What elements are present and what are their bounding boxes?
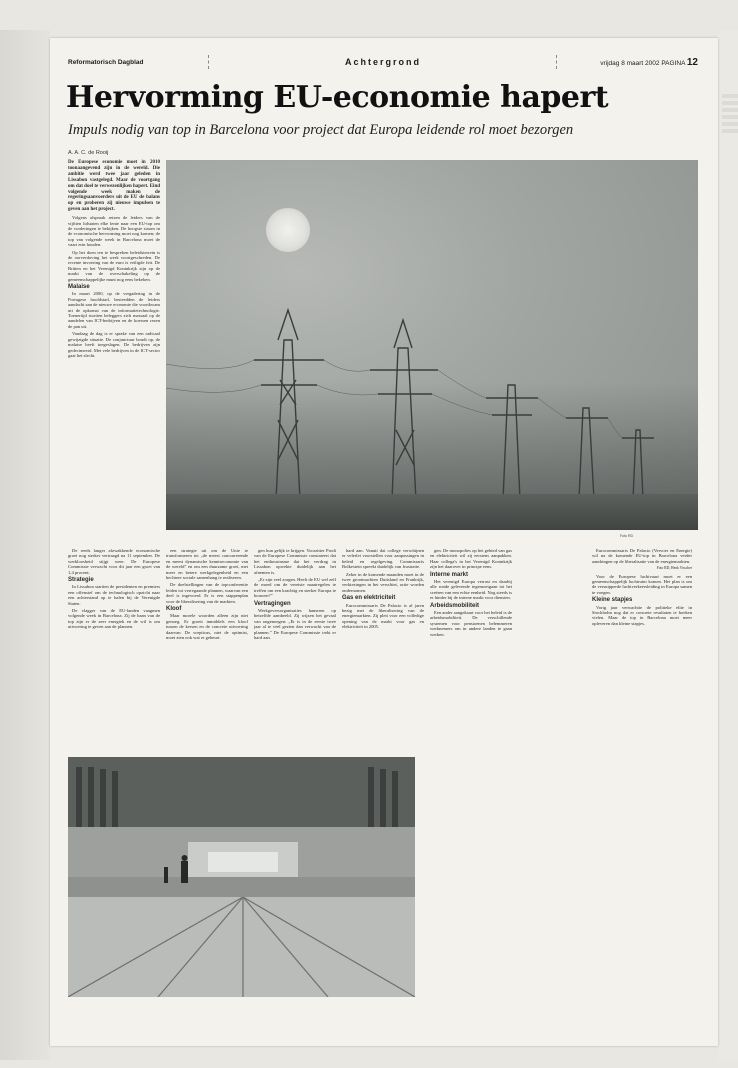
body-paragraph: een strategie uit om de Unie te transformeren tot „de meest concurrerende en meest dynamische kenniseconomie van de wereld” en om een duurzame groei, met meer en betere werkgelegenheid en een hechtere sociale samenhang te realiseren. <box>166 548 248 581</box>
issue-date-page <box>558 57 698 68</box>
body-paragraph: Eurocommissaris De Palacio is al jaren bezig met de liberalisering van de energiemarkten. Zij pleit voor een volledige opening van de markt voor gas en elektriciteit in 2005. <box>342 602 424 630</box>
body-paragraph: gen hun gelijk te krijgen. Voorzitter Prodi van de Europese Commissie constateert dat het enthousiasme dat het verdrag in Lissabon opwekte duidelijk aan het afnemen is. <box>254 548 336 575</box>
photo-power-pylons <box>166 160 698 530</box>
article-column-5 <box>430 548 512 639</box>
adjacent-page-ghost-text <box>722 94 738 134</box>
body-paragraph: Zeker in de komende maanden moet in de twee grootmachten Duitsland en Frankrijk, verkiezingen in het verschiet, actie worden ondernomen. <box>342 571 424 593</box>
body-paragraph: Op het doen ten te bespreken beleidsterrein is de oorverdoving het werk voortgeschreden. De recente invoering van de euro is veiligde feit. De Britten en het Verenigd Koninkrijk zijn op de markt van de overschakeling op de gemeenschappelijke munt nog eens bekeken. <box>68 249 160 282</box>
foreground-ground <box>166 494 698 530</box>
section-heading: Kloof <box>166 606 182 613</box>
paper-name: Reformatorisch Dagblad <box>68 58 144 66</box>
section-heading: Arbeidsmobiliteit <box>430 602 480 609</box>
body-paragraph: De doelstellingen van de topconferentie leiden tot verregaande plannen, waarvan een deel is ingevoerd. Er is een stappenplan voor de liberalisering van de markten. <box>166 582 248 604</box>
body-paragraph: Voor de Europese luchtvaart moet er een gemeenschappelijk luchtruim komen. Het plan is om de versnipperde luchtverkeersleiding in Europa samen te voegen. <box>592 573 692 595</box>
body-paragraph: Vandaag de dag is er sprake van een radicaal gewijzigde situatie. De conjunctuur houdt op, de malaise heeft toegeslagen. De bedrijven zijn gedecimeerd. Met vele bedrijven in de ICT-sector gaat het slecht. <box>68 331 160 358</box>
photo-eu-building-hall <box>68 757 415 997</box>
section-heading: Strategie <box>68 577 94 584</box>
section-heading: Interne markt <box>430 571 469 578</box>
body-paragraph: Vorig jaar verwachtte de politieke elite in Stockholm nog dat er concrete resultaten te boeken vielen. Maar de top in Barcelona moet meer opleveren dan kleine stapjes. <box>592 604 692 626</box>
body-paragraph: gen. De monopolies op het gebied van gas en elektriciteit wil zij eerstens aanpakken. Haar collega's in het Verenigd Koninkrijk zijn het daarover in principe eens. <box>430 548 512 570</box>
page-label: PAGINA <box>661 59 686 67</box>
body-paragraph: De vlagger van de EU-landen vaagmen volgende week in Barcelona. Zij de baan van de top zijn er de zeer energiek en de wil is om uitvoering te geven aan de plannen. <box>68 608 160 630</box>
section-heading: Vertragingen <box>254 600 291 607</box>
body-paragraph: Volgens afspraak reizen de leiders van de vijftien lidstaten elke lente naar een EU-top om de vorderingen te bekijken. De hoogste stoom in de economische hervorming moet nog komen; de top van volgende week in Barcelona moet de vaart erin houden. <box>68 215 160 248</box>
hall-graphic <box>68 757 415 997</box>
article-column-4 <box>342 548 424 632</box>
article-column-3 <box>254 548 336 643</box>
pylon-graphic <box>166 160 698 530</box>
section-heading: Malaise <box>68 284 90 291</box>
body-paragraph: Een ander aangekaart voor het beleid is de arbeidsmobiliteit. De verschillende systemen voor pensioenen belemmeren werknemers om in andere landen te gaan werken. <box>430 610 512 637</box>
lead-paragraph: De Europese economie moet in 2010 toonaangevend zijn in de wereld. Die ambitie werd twee jaar geleden in Lissabon vastgelegd. Maar de voortgang om dat doel te verwezenlijken hapert. Eind volgende week maken de regeringsaanvoerders uit de EU de balans op en proberen zij nieuwe impulsen te geven aan het project. <box>68 160 160 213</box>
body-paragraph: Maar morele woorden alleen zijn niet genoeg. Er groeit inmiddels een kloof tussen de kersen en de concrete uitvoering daarvan. De scepticus, niet de optimist, moet zien ook wat er gebeurt. <box>166 613 248 641</box>
section-heading: Kleine stapjes <box>592 597 633 604</box>
article-column-1b <box>68 548 160 632</box>
body-paragraph: In maart 2000, op de vergadering in de Portugese hoofdstad, besteedden de leiders aandacht aan de nieuwe economie die voortkwam uit de opkomst van de informatietechnologie. Toenertijd stortten beleggers zich massaal op de aandelen van ICT-bedrijven en de koersen rezen de pan uit. <box>68 291 160 329</box>
body-paragraph: hard aan. Vanuit dat college verschijnen er velerlei voorstellen voor aanpassingen in beleid en regelgeving. Commissaris Bolkestein spreekt duidelijk van frustratie. <box>342 548 424 570</box>
body-paragraph: Werkgeversorganisaties hameren op hetzelfde aambeeld. Zij wijzen het gevaal van ongenoegen: „Er is in de eerste twee jaar al te veel gezien dan verwacht van de plannen.” De Europese Commissie trekt er hard aan. <box>254 608 336 641</box>
photo-credit: Foto RD, Henk Visscher <box>656 566 692 571</box>
adjacent-page-edge-left <box>0 30 50 1060</box>
subheadline: Impuls nodig van top in Barcelona voor project dat Europa leidende rol moet bezorgen <box>68 122 574 138</box>
body-paragraph: In Lissabon startten de presidenten en premiers een offensief om de technologisch opzicht naar een achterstand op te halen bij de Verenigde Staten. <box>68 584 160 606</box>
body-paragraph: Eurocommissaris De Palacio (Vervoer en Energie) wil na de komende EU-top in Barcelona verder aandringen op de liberalisatie van de energiemarkten. <box>592 548 692 564</box>
body-paragraph: „Er zijn veel zorgen. Heeft de EU wel zelf de moed om de vereiste maatregelen te treffen om een krachtig en sterker Europa te bouwen?” <box>254 577 336 599</box>
photo-credit-top: Foto RD <box>620 534 634 538</box>
body-paragraph: Het verenigd Europa verrast en daarbij alle ronde gelevende tegemoetgaan tot het creëren van een echte eenheid. Nog steeds is er hinder bij de interne markt voor diensten. <box>430 579 512 601</box>
issue-date: vrijdag 8 maart 2002 <box>600 59 660 67</box>
article-column-2 <box>166 548 248 643</box>
article-column-1 <box>68 160 160 360</box>
article-column-6 <box>592 548 692 628</box>
adjacent-page-edge-right <box>718 30 738 1060</box>
body-paragraph: De reeds langer afzwakkende economische groei nog sterker vertraagd na 11 september. De werkloosheid stijgt weer. De Europese Commissie verwacht voor dit jaar een groei van 1,4 procent. <box>68 548 160 575</box>
section-heading: Gas en elektriciteit <box>342 595 396 602</box>
headline: Hervorming EU-economie hapert <box>66 80 609 115</box>
page-number: 12 <box>686 56 698 68</box>
byline: A. A. C. de Rooij <box>68 150 109 156</box>
section-name: Achtergrond <box>345 57 421 67</box>
masthead <box>68 55 698 69</box>
